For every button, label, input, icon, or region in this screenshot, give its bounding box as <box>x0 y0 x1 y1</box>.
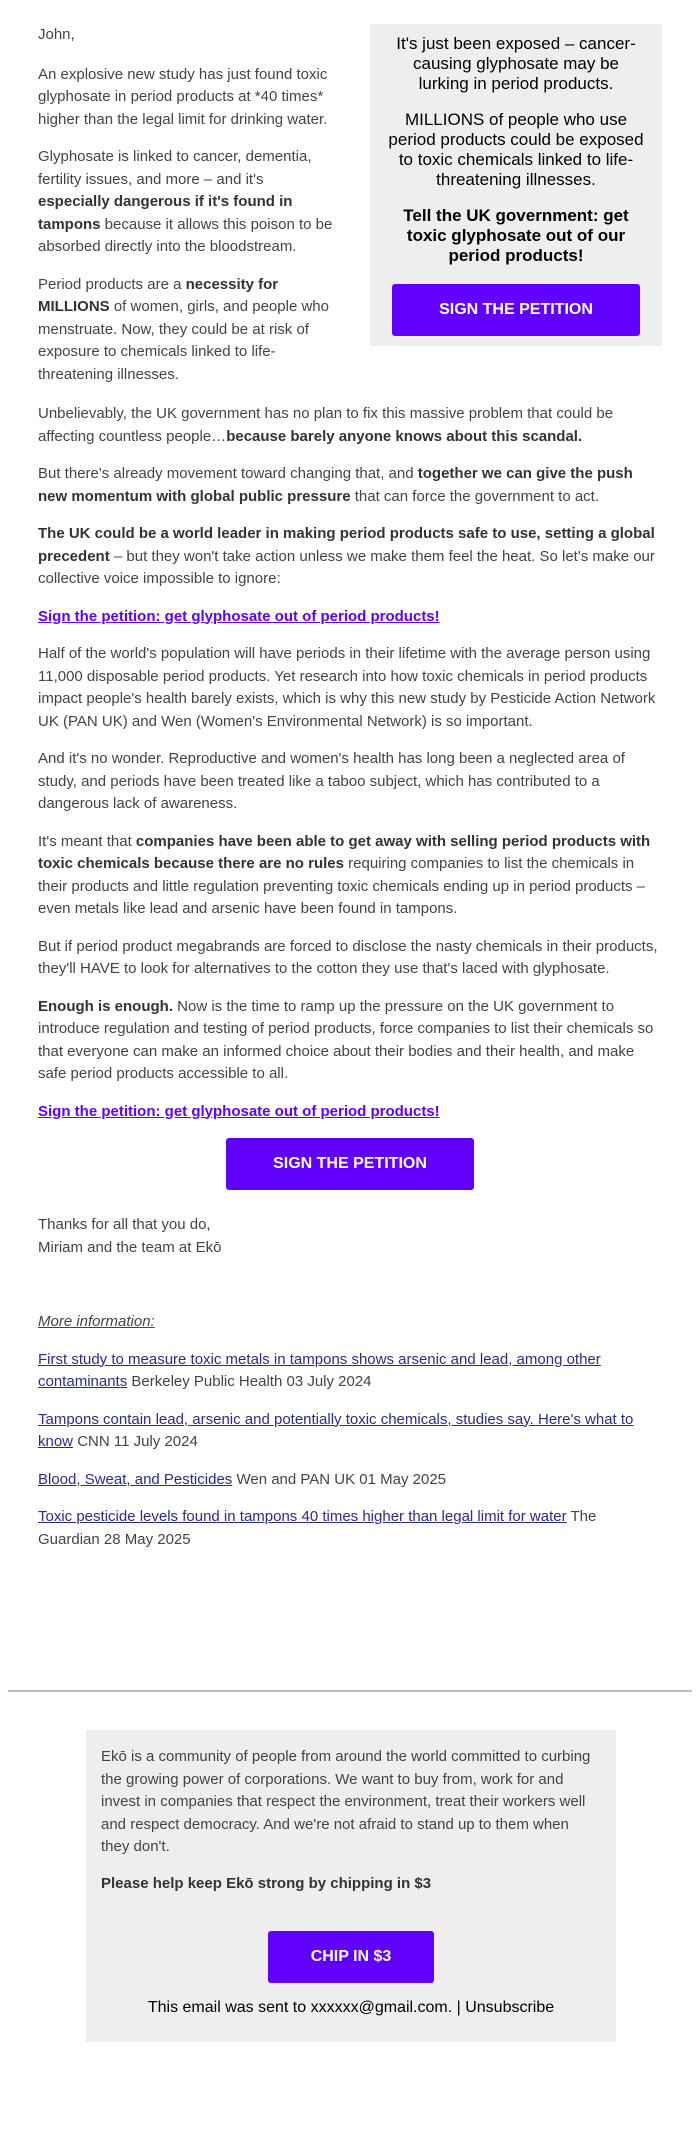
reference-link[interactable]: Blood, Sweat, and Pesticides <box>38 1470 233 1488</box>
body-paragraph-4 <box>38 401 662 448</box>
text-span: that can force the government to act. <box>350 487 600 505</box>
footer-divider <box>8 1690 692 1692</box>
petition-callout <box>370 24 662 346</box>
greeting: John, <box>38 26 75 43</box>
footer-ask: Please help keep Ekō strong by chipping in $3 <box>101 1874 432 1892</box>
body-paragraph-6 <box>38 523 662 591</box>
reference-link[interactable]: Toxic pesticide levels found in tampons 40 times higher than legal limit for water <box>38 1508 567 1525</box>
footer-sent-note <box>101 1999 601 2017</box>
bold-span: necessity for MILLIONS <box>38 275 279 315</box>
text-span: – but they won't take action unless we make them feel the heat. So let's make our collective voice impossible to ignore: <box>38 547 655 587</box>
bold-span: Enough is enough. <box>38 997 173 1015</box>
reference-item <box>38 1506 662 1551</box>
unsubscribe-link[interactable]: Unsubscribe <box>465 1999 555 2016</box>
sent-prefix: This email was sent to <box>147 1999 311 2016</box>
reference-item <box>38 1349 662 1394</box>
sign-petition-button-wrap <box>38 1138 662 1190</box>
reference-source: CNN 11 July 2024 <box>73 1433 198 1450</box>
signoff-line-1: Thanks for all that you do, <box>38 1216 211 1233</box>
callout-line-2: MILLIONS of people who use period products could be exposed to toxic chemicals linked to life-threatening illnesses. <box>388 110 644 189</box>
recipient-email: xxxxxx@gmail.com. <box>310 1999 453 2016</box>
text-span: requiring companies to list the chemicals in their products and little regulation preventing toxic chemicals ending up in period products – even metals like lead and arsenic have been found in tampons. <box>38 855 646 917</box>
body-paragraph-7: Half of the world's population will have periods in their lifetime with the average person using 11,000 disposable period products. Yet research into how toxic chemicals in period products impact people's health barely exists, which is why this new study by Pesticide Action Network UK (PAN UK) and Wen (Women's Environmental Network) is so important. <box>38 645 656 730</box>
intro-paragraph-1: An explosive new study has just found toxic glyphosate in period products at *40 times* higher than the legal limit for drinking water. <box>38 65 328 128</box>
footer-about: Ekō is a community of people from around the world committed to curbing the growing power of corporations. We want to buy from, work for and invest in companies that respect the environment, treat their workers well and respect democracy. And we're not afraid to stand up to them when they don't. <box>101 1748 591 1855</box>
bold-span: especially dangerous if it's found in tampons <box>38 193 293 233</box>
text-span: of women, girls, and people who menstruate. Now, they could be at risk of exposure to chemicals linked to life-threatening illnesses. <box>38 298 329 383</box>
petition-link-1[interactable]: Sign the petition: get glyphosate out of period products! <box>38 607 440 625</box>
bold-span: together we can give the push new momentum with global public pressure <box>38 465 633 505</box>
text-span: Now is the time to ramp up the pressure on the UK government to introduce regulation and testing of period products, force companies to list their chemicals so that everyone can make an informed choice about their bodies and their health, and make safe period products accessible to all. <box>38 997 654 1082</box>
text-span: Period products are a <box>38 275 186 293</box>
separator: | <box>452 1999 466 2016</box>
petition-link-2-wrap <box>38 1101 662 1124</box>
body-paragraph-5 <box>38 463 662 508</box>
body-paragraph-10: But if period product megabrands are forced to disclose the nasty chemicals in their products, they'll HAVE to look for alternatives to the cotton they use that's laced with glyphosate. <box>38 937 658 977</box>
reference-source: Wen and PAN UK 01 May 2025 <box>232 1470 447 1488</box>
petition-link-2[interactable]: Sign the petition: get glyphosate out of period products! <box>38 1102 440 1120</box>
sign-petition-button-top[interactable]: SIGN THE PETITION <box>392 284 640 336</box>
more-info-heading: More information: <box>38 1313 155 1330</box>
text-span: It's meant that <box>38 832 136 850</box>
sign-petition-button-bottom[interactable]: SIGN THE PETITION <box>226 1138 474 1190</box>
bold-span: The UK could be a world leader in making period products safe to use, setting a global precedent <box>38 525 655 565</box>
body-paragraph-9 <box>38 831 662 921</box>
reference-source: The Guardian 28 May 2025 <box>38 1508 597 1548</box>
chip-in-button-wrap <box>101 1931 601 1983</box>
bold-span: because barely anyone knows about this scandal. <box>226 427 583 445</box>
text-span: But there's already movement toward changing that, and <box>38 465 418 482</box>
chip-in-button[interactable]: CHIP IN $3 <box>268 1931 434 1983</box>
reference-source: Berkeley Public Health 03 July 2024 <box>127 1373 372 1390</box>
text-span: because it allows this poison to be absorbed directly into the bloodstream. <box>38 215 333 255</box>
body-paragraph-8: And it's no wonder. Reproductive and women's health has long been a neglected area of study, and periods have been treated like a taboo subject, which has contributed to a dangerous lack of awareness. <box>38 750 625 812</box>
reference-item <box>38 1409 662 1454</box>
email-body <box>38 24 662 1566</box>
signoff-line-2: Miriam and the team at Ekō <box>38 1238 222 1256</box>
reference-link[interactable]: First study to measure toxic metals in tampons shows arsenic and lead, among other contaminants <box>38 1350 601 1390</box>
petition-link-1-wrap <box>38 606 662 629</box>
callout-line-1: It's just been exposed – cancer-causing glyphosate may be lurking in period products. <box>396 34 636 93</box>
text-span: Glyphosate is linked to cancer, dementia, fertility issues, and more – and it's <box>38 148 312 188</box>
body-paragraph-11 <box>38 996 662 1086</box>
callout-headline: Tell the UK government: get toxic glyphosate out of our period products! <box>403 206 629 265</box>
footer-panel <box>86 1730 616 2042</box>
bold-span: companies have been able to get away with selling period products with toxic chemicals because there are no rules <box>38 832 651 872</box>
reference-item <box>38 1469 662 1492</box>
reference-link[interactable]: Tampons contain lead, arsenic and potentially toxic chemicals, studies say. Here's what to know <box>38 1410 634 1450</box>
text-span: Unbelievably, the UK government has no plan to fix this massive problem that could be affecting countless people… <box>38 405 614 445</box>
